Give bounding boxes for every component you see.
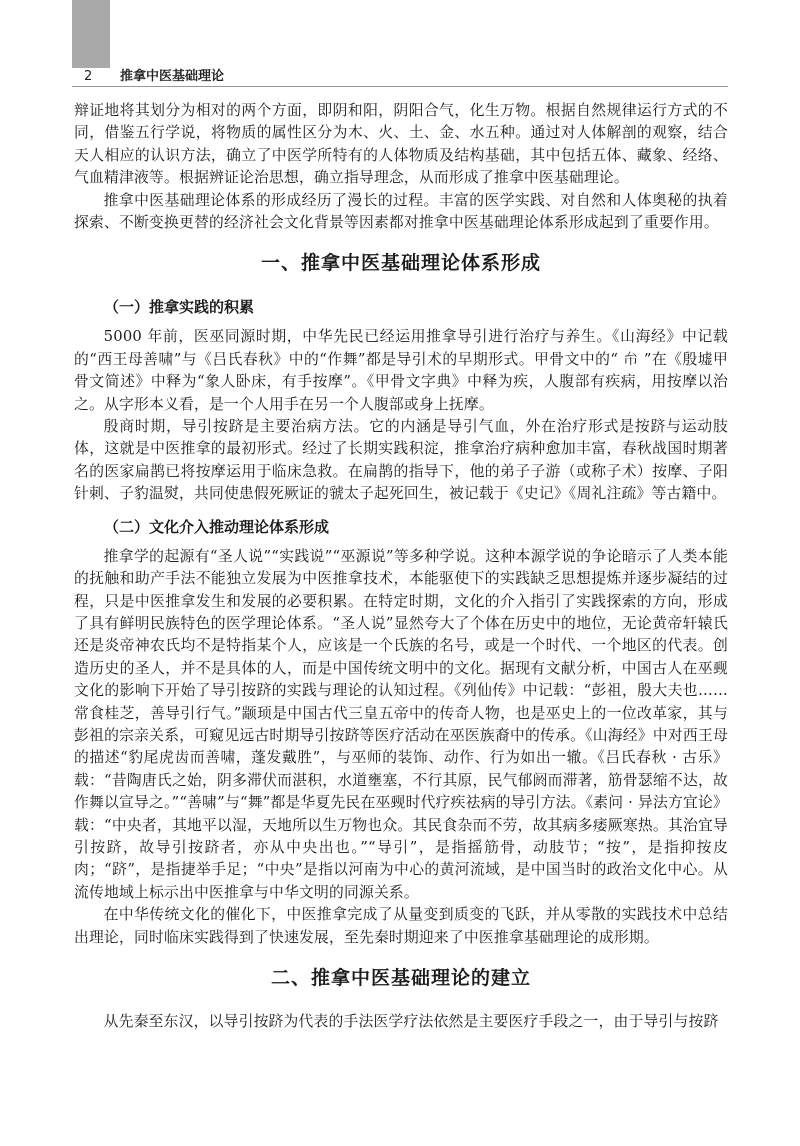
paragraph-culture-1: 推拿学的起源有“圣人说”“实践说”“巫源说”等多种学说。这种本源学说的争论暗示了人类本能的抚触和助产手法不能独立发展为中医推拿技术，本能驱使下的实践缺乏思想提炼并逐步凝结的过程，只是中医推拿发生和发展的必要积累。在特定时期，文化的介入指引了实践探索的方向，形成了具有鲜明民族特色的医学理论体系。“圣人说”显然夸大了个体在历史中的地位，无论黄帝轩辕氏还是炎帝神农氏均不是特指某个人，应该是一个氏族的名号，或是一个时代、一个地区的代表。创造历史的圣人，并不是具体的人，而是中国传统文明中的文化。据现有文献分析，中国古人在巫觋文化的影响下开始了导引按跻的实践与理论的认知过程。《列仙传》中记载：“彭祖，殷大夫也……常食桂芝，善导引行气。”颛顼是中国古代三皇五帝中的传奇人物，也是巫史上的一位改革家，其与彭祖的宗亲关系，可窥见远古时期导引按跻等医疗活动在巫医族裔中的传承。《山海经》中对西王母的描述“豹尾虎齿而善啸，蓬发戴胜”，与巫师的装饰、动作、行为如出一辙。《吕氏春秋 · 古乐》载：“昔陶唐氏之始，阴多滞伏而湛积，水道壅塞，不行其原，民气郁阏而滞著，筋骨瑟缩不达，故作舞以宣导之。”“善啸”与“舞”都是华夏先民在巫觋时代疗疾祛病的导引方法。《素问 · 异法方宜论》载：“中央者，其地平以湿，天地所以生万物也众。其民食杂而不劳，故其病多痿厥寒热。其治宜导引按跻，故导引按跻者，亦从中央出也。”“导引”，是指摇筋骨，动肢节；“按”，是指抑按皮肉；“跻”，是指捷举手足；“中央”是指以河南为中心的黄河流域，是中国当时的政治文化中心。从流传地域上标示出中医推拿与中华文明的同源关系。	[74, 547, 728, 901]
page-number: 2	[84, 69, 93, 84]
paragraph-intro-continued: 辩证地将其划分为相对的两个方面，即阴和阳，阴阳合气，化生万物。根据自然规律运行方式的不同，借鉴五行学说，将物质的属性区分为木、火、土、金、水五种。通过对人体解剖的观察，结合天人相应的认识方法，确立了中医学所特有的人体物质及结构基础，其中包括五体、藏象、经络、气血精津液等。根据辨证论治思想，确立指导理念，从而形成了推拿中医基础理论。	[74, 102, 728, 187]
subsection-heading-1: （一）推拿实践的积累	[104, 298, 255, 317]
running-title: 推拿中医基础理论	[120, 69, 225, 84]
header-tab-block	[72, 0, 110, 68]
paragraph-practice-2: 殷商时期，导引按跻是主要治病方法。它的内涵是导引气血，外在治疗形式是按跻与运动肢体，这就是中医推拿的最初形式。经过了长期实践积淀，推拿治疗病种愈加丰富，春秋战国时期著名的医家扁鹊已将按摩运用于临床急救。在扁鹊的指导下，他的弟子子游（或称子术）按摩、子阳针刺、子豹温熨，共同使患假死厥证的虢太子起死回生，被记载于《史记》《周礼注疏》等古籍中。	[74, 418, 728, 503]
paragraph-establish-1: 从先秦至东汉，以导引按跻为代表的手法医学疗法依然是主要医疗手段之一，由于导引与按跻	[103, 1013, 719, 1030]
page-body	[74, 100, 728, 1033]
section-heading-1: 一、推拿中医基础理论体系形成	[260, 252, 541, 275]
subsection-heading-2: （二）文化介入推动理论体系形成	[104, 517, 330, 536]
paragraph-intro-2: 推拿中医基础理论体系的形成经历了漫长的过程。丰富的医学实践、对自然和人体奥秘的执着探索、不断变换更替的经济社会文化背景等因素都对推拿中医基础理论体系形成起到了重要作用。	[74, 191, 728, 232]
paragraph-practice-1: 5000 年前，医巫同源时期，中华先民已经运用推拿导引进行治疗与养生。《山海经》中记载的“西王母善啸”与《吕氏春秋》中的“作舞”都是导引术的早期形式。甲骨文中的“ 𢁔 ”在《殷墟甲骨文简述》中释为“象人卧床，有手按摩”。《甲骨文字典》中释为疾，人腹部有疾病，用按摩以治之。从字形本义看，是一个人用手在另一个人腹部或身上抚摩。	[74, 328, 728, 413]
section-heading-2: 二、推拿中医基础理论的建立	[270, 967, 531, 989]
paragraph-culture-2: 在中华传统文化的催化下，中医推拿完成了从量变到质变的飞跃，并从零散的实践技术中总结出理论，同时临床实践得到了快速发展，至先秦时期迎来了中医推拿基础理论的成形期。	[74, 906, 728, 946]
